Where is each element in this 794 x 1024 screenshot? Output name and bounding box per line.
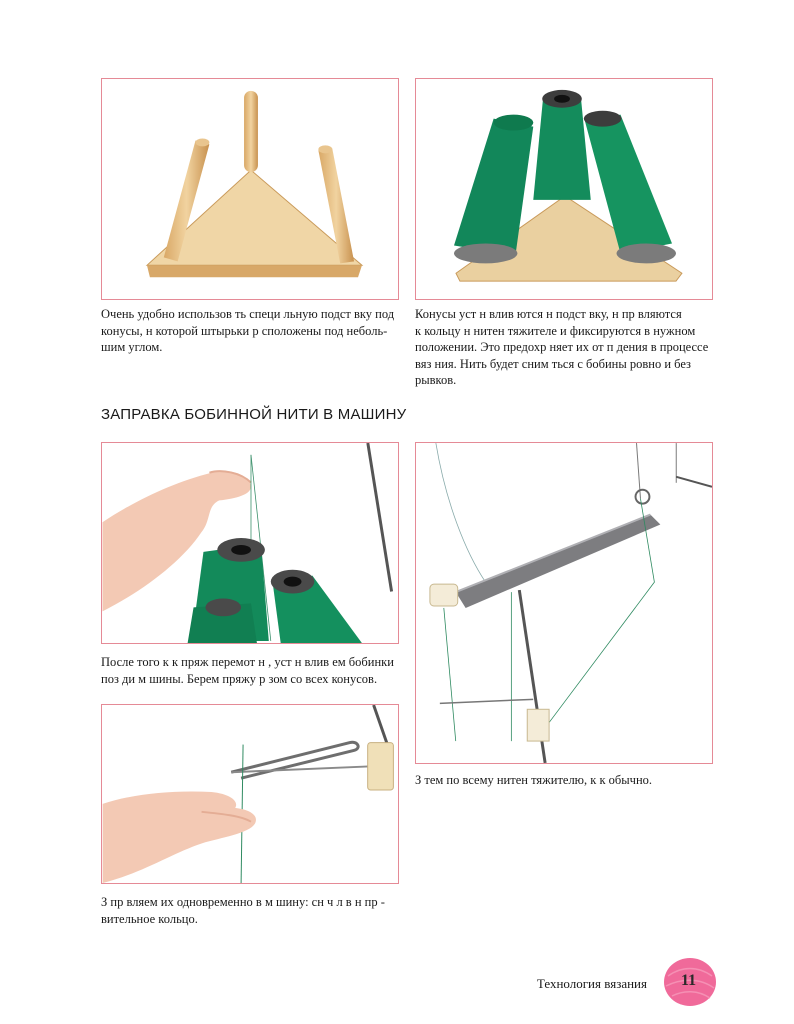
caption-cones-on-stand: Конусы уст н влив ются н подст вку, н пр вляются к кольцу н нитен тяжителе и фиксируются в нужном положении. Это предохр няет их от п дения в процессе вяз ния. Нить будет сним ться с бобины ровно и без рывков. bbox=[415, 307, 709, 387]
footer-section-title: Технология вязания bbox=[536, 976, 647, 991]
photo-cone-stand bbox=[101, 78, 399, 300]
cones-on-stand-illustration bbox=[416, 79, 712, 299]
photo-tensioner bbox=[415, 442, 713, 764]
gather-yarn-illustration bbox=[102, 443, 398, 643]
photo-cones-on-stand bbox=[415, 78, 713, 300]
caption-stand: Очень удобно использов ть специ льную подст вку под конусы, н которой штырьки р сположены под неболь- шим углом. bbox=[101, 307, 395, 354]
cone-stand-illustration bbox=[102, 79, 398, 299]
caption-insert-ring: З пр вляем их одновременно в м шину: сн ч л в н пр - вительное кольцо. bbox=[101, 895, 385, 926]
insert-ring-illustration bbox=[102, 705, 398, 883]
tensioner-illustration bbox=[416, 443, 712, 763]
page-number: 11 bbox=[681, 972, 697, 989]
section-heading: ЗАПРАВКА БОБИННОЙ НИТИ В МАШИНУ bbox=[101, 406, 407, 423]
photo-insert-ring bbox=[101, 704, 399, 884]
caption-tensioner: З тем по всему нитен тяжителю, к к обычно. bbox=[415, 773, 653, 787]
photo-gather-yarn bbox=[101, 442, 399, 644]
caption-gather-yarn: После того к к пряж перемот н , уст н влив ем бобинки поз ди м шины. Берем пряжу р зом со всех конусов. bbox=[101, 655, 394, 686]
